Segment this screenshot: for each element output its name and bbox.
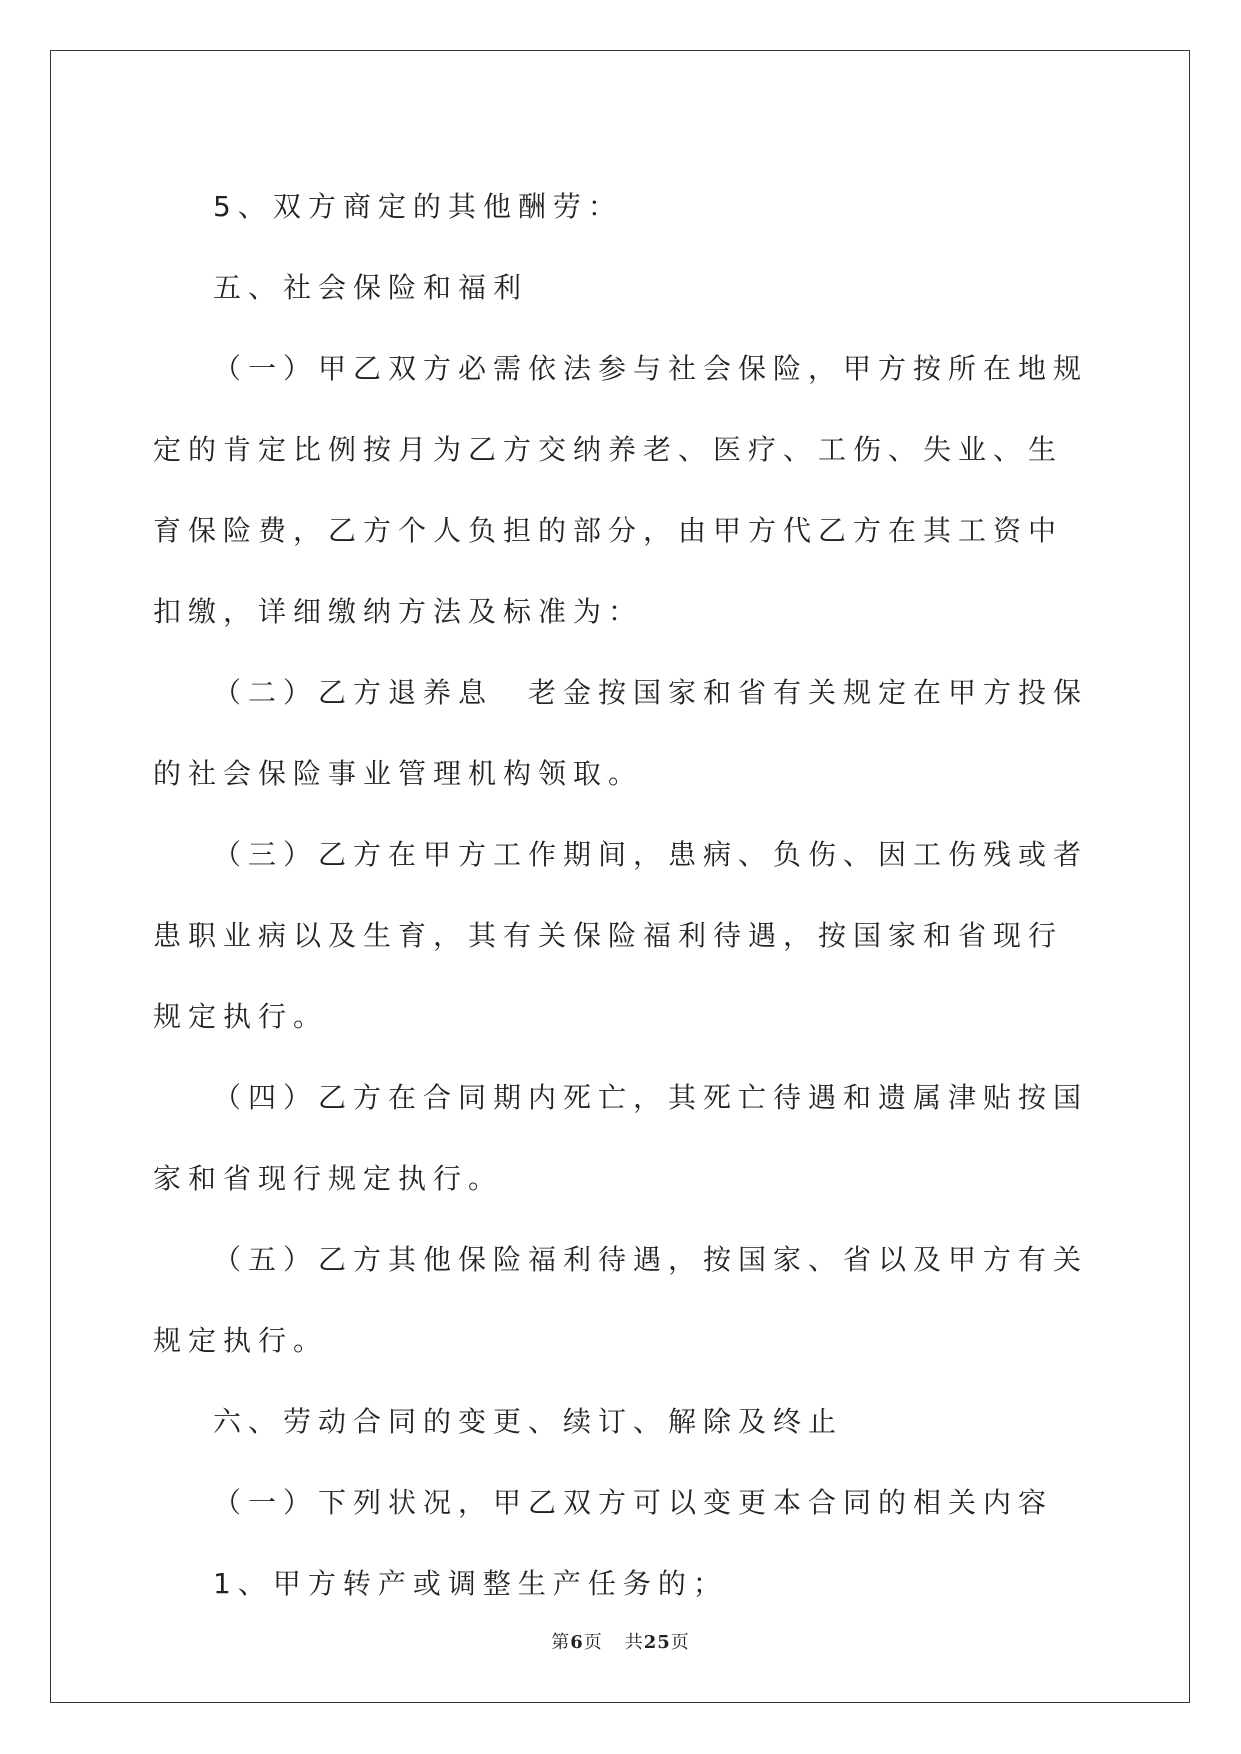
paragraph: （二）乙方退养息 老金按国家和省有关规定在甲方投保的社会保险事业管理机构领取。 (153, 676, 1089, 790)
paragraph: 5、双方商定的其他酬劳： (213, 190, 623, 223)
page-footer (0, 1628, 1241, 1654)
page-label-prefix: 第 (551, 1632, 571, 1653)
paragraph: （五）乙方其他保险福利待遇，按国家、省以及甲方有关规定执行。 (153, 1243, 1089, 1357)
document-body (153, 166, 1089, 1624)
section-heading: 五、社会保险和福利 (213, 271, 529, 304)
paragraph: （三）乙方在甲方工作期间，患病、负伤、因工伤残或者患职业病以及生育，其有关保险福利待遇，按国家和省现行规定执行。 (153, 838, 1089, 1033)
paragraph: （一）甲乙双方必需依法参与社会保险，甲方按所在地规定的肯定比例按月为乙方交纳养老、医疗、工伤、失业、生育保险费，乙方个人负担的部分，由甲方代乙方在其工资中扣缴，详细缴纳方法及标准为： (153, 352, 1089, 628)
paragraph: 1、甲方转产或调整生产任务的； (213, 1567, 728, 1600)
section-heading: 六、劳动合同的变更、续订、解除及终止 (213, 1405, 844, 1438)
total-label-suffix: 页 (670, 1632, 690, 1653)
total-pages: 25 (643, 1632, 671, 1653)
page-label-suffix: 页 (583, 1632, 603, 1653)
total-label-prefix: 共 (624, 1632, 644, 1653)
paragraph: （四）乙方在合同期内死亡，其死亡待遇和遗属津贴按国家和省现行规定执行。 (153, 1081, 1089, 1195)
page-number: 6 (570, 1632, 584, 1653)
paragraph: （一）下列状况，甲乙双方可以变更本合同的相关内容 (213, 1486, 1054, 1519)
